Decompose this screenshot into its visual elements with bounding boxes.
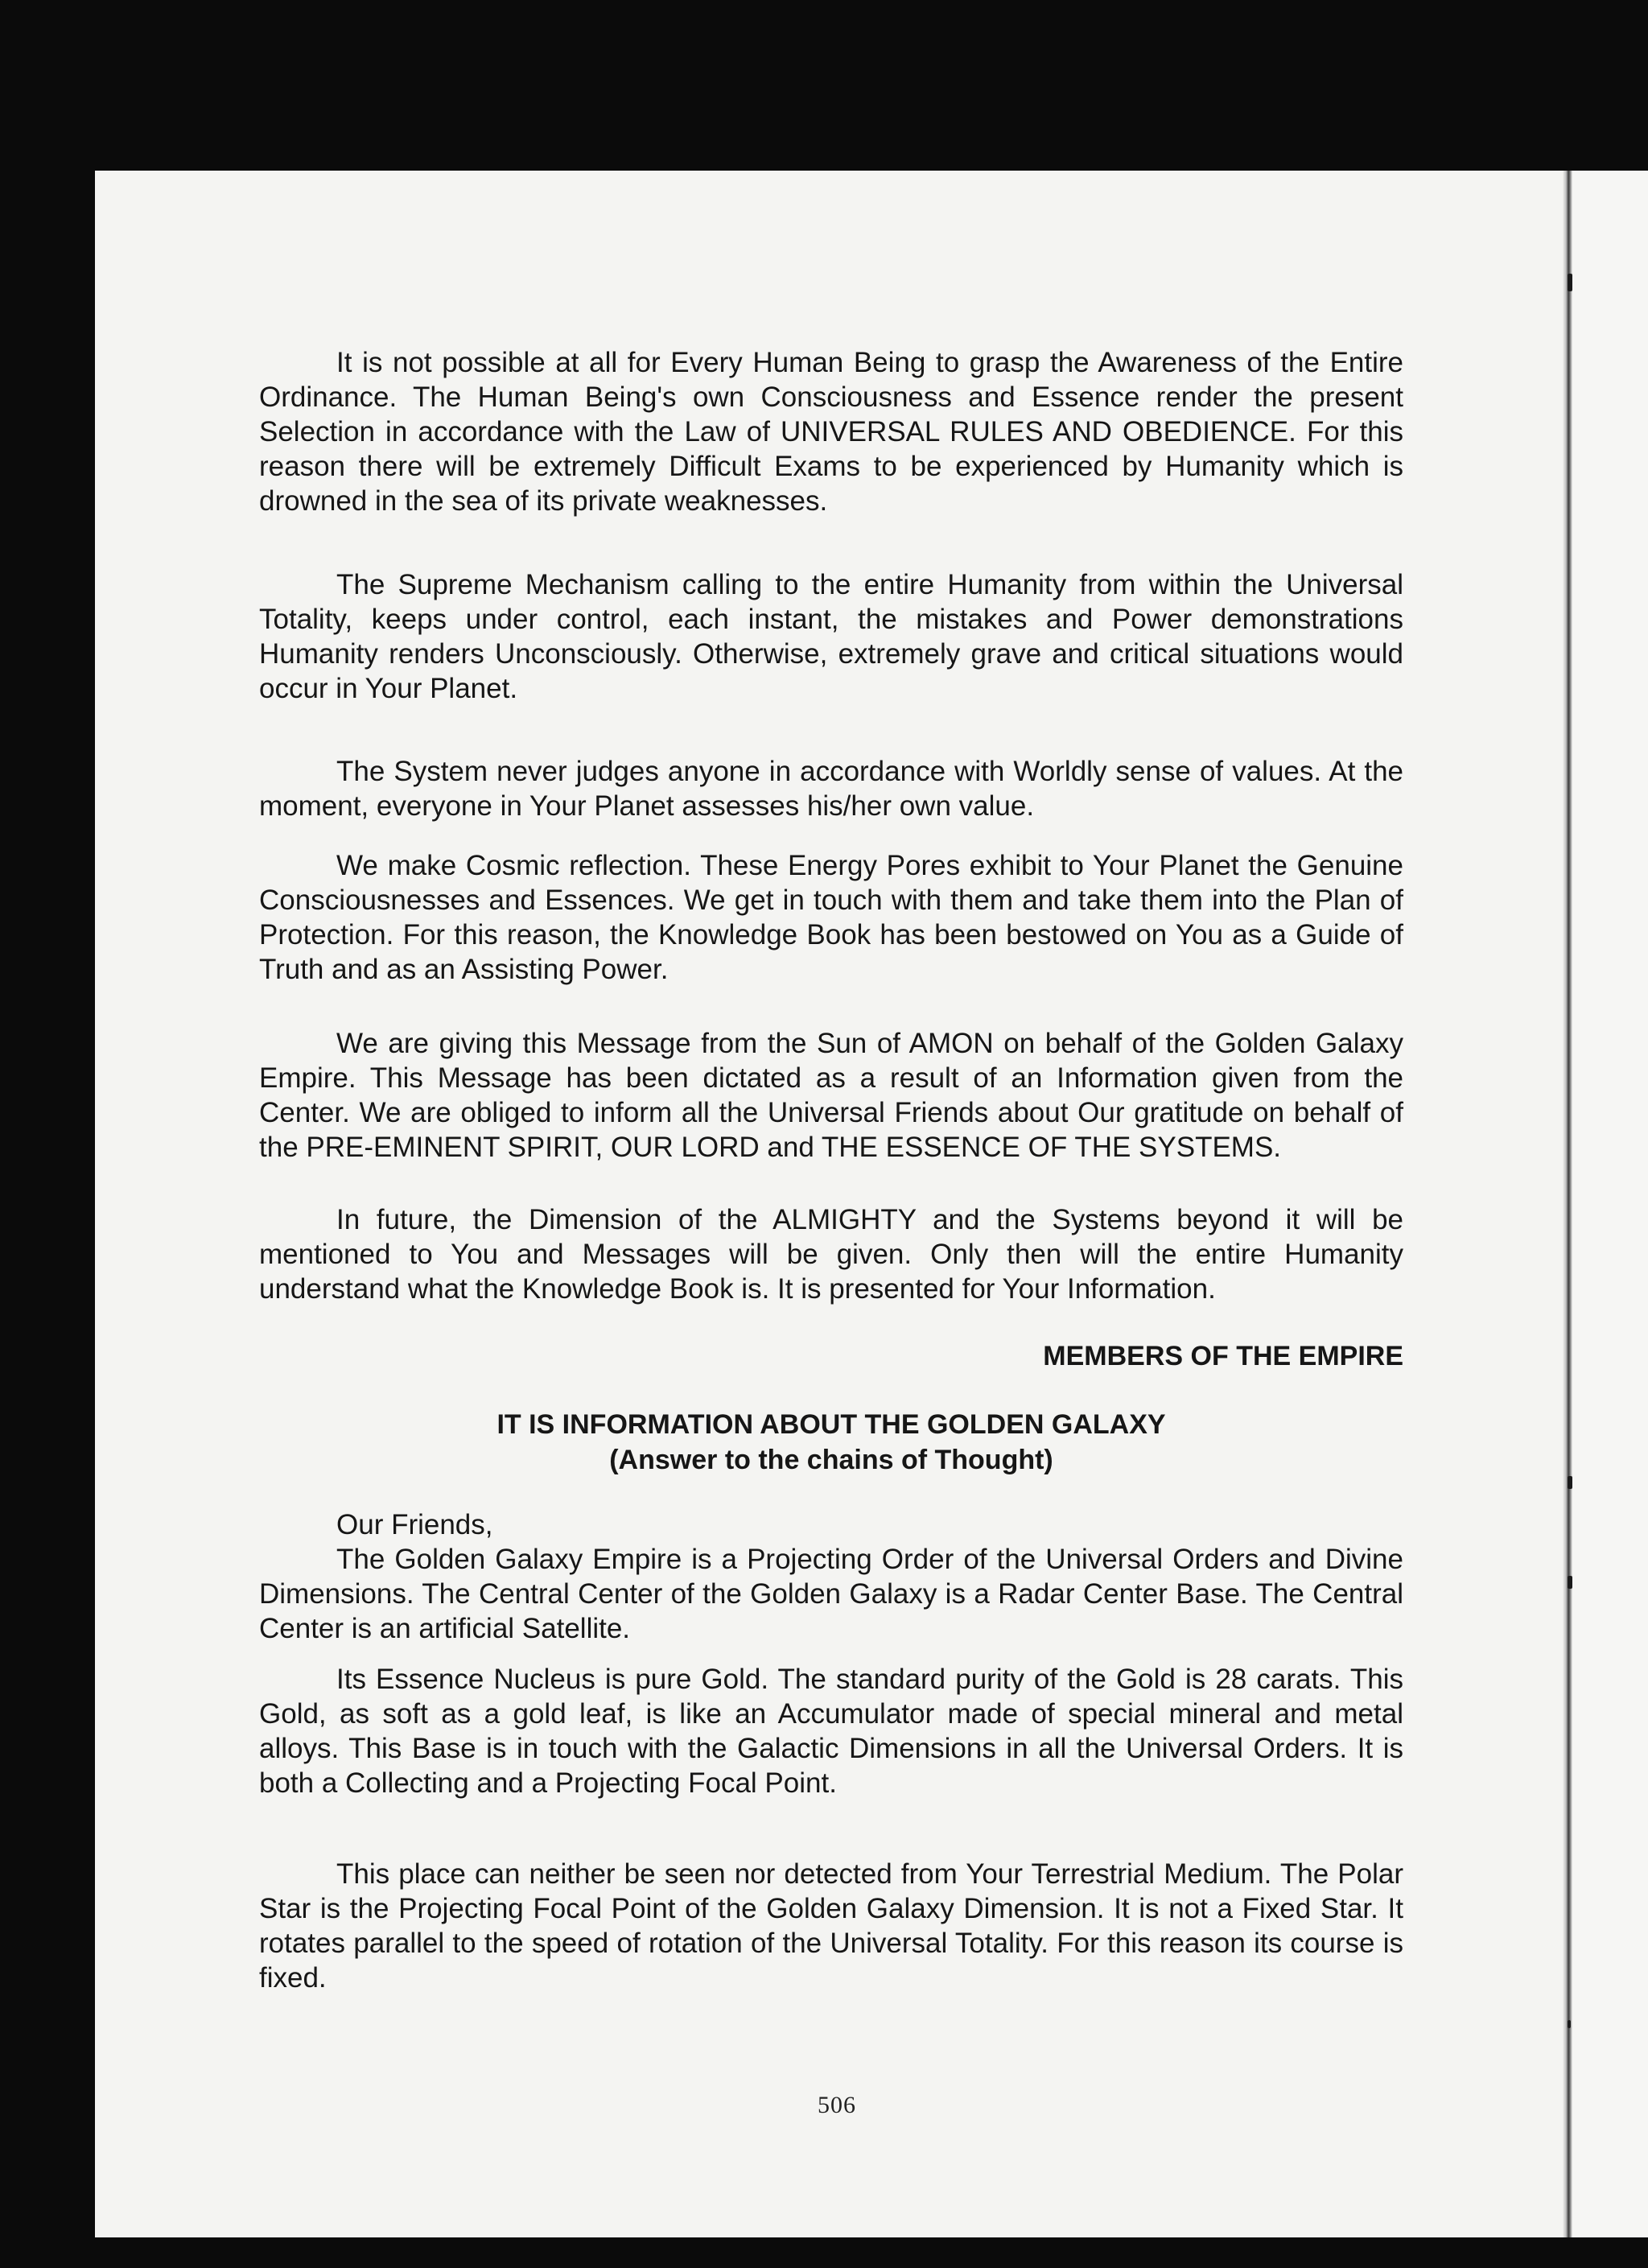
message-signature: MEMBERS OF THE EMPIRE: [1043, 1341, 1403, 1371]
scan-speck: [1568, 2020, 1571, 2028]
body-paragraph: In future, the Dimension of the ALMIGHTY and the Systems beyond it will be mentioned to You and Messages will be given. Only then will the entire Humanity understand what the Knowledge Book is. It is presented for Your Information.: [259, 1204, 1403, 1305]
facing-page-margin: [1572, 171, 1648, 2237]
page-number: 506: [818, 2092, 856, 2118]
body-paragraph: This place can neither be seen nor detected from Your Terrestrial Medium. The Polar Star is the Projecting Focal Point of the Golden Galaxy Dimension. It is not a Fixed Star. It rotates parallel to the speed of rotation of the Universal Totality. For this reason its course is fixed.: [259, 1858, 1403, 1994]
body-paragraph: Its Essence Nucleus is pure Gold. The standard purity of the Gold is 28 carats. This Gold, as soft as a gold leaf, is like an Accumulator made of special mineral and metal alloys. This Base is in touch with the Galactic Dimensions in all the Universal Orders. It is both a Collecting and a Projecting Focal Point.: [259, 1664, 1403, 1799]
scan-speck: [1568, 1476, 1572, 1489]
body-paragraph: The Supreme Mechanism calling to the entire Humanity from within the Universal Totality, keeps under control, each instant, the mistakes and Power demonstrations Humanity renders Unconsciously. Otherwise, extremely grave and critical situations would occur in Your Planet.: [259, 569, 1403, 704]
scan-speck: [1568, 1576, 1572, 1589]
body-paragraph: The Golden Galaxy Empire is a Projecting Order of the Universal Orders and Divine Dimensions. The Central Center of the Golden Galaxy is a Radar Center Base. The Central Center is an artificial Satellite.: [259, 1544, 1403, 1644]
salutation: Our Friends,: [336, 1509, 493, 1540]
book-binding-edge: [1563, 171, 1572, 2237]
section-subtitle: (Answer to the chains of Thought): [609, 1445, 1053, 1475]
scan-border-bottom: [0, 2237, 1648, 2268]
body-paragraph: It is not possible at all for Every Human Being to grasp the Awareness of the Entire Ordinance. The Human Being's own Consciousness and Essence render the present Selection in accordance with the Law of UNIVERSAL RULES AND OBEDIENCE. For this reason there will be extremely Difficult Exams to be experienced by Humanity which is drowned in the sea of its private weaknesses.: [259, 347, 1403, 517]
body-paragraph: We make Cosmic reflection. These Energy Pores exhibit to Your Planet the Genuine Consciousnesses and Essences. We get in touch with them and take them into the Plan of Protection. For this reason, the Knowledge Book has been bestowed on You as a Guide of Truth and as an Assisting Power.: [259, 850, 1403, 985]
body-paragraph: The System never judges anyone in accordance with Worldly sense of values. At the moment, everyone in Your Planet assesses his/her own value.: [259, 756, 1403, 822]
section-title: IT IS INFORMATION ABOUT THE GOLDEN GALAXY: [496, 1409, 1166, 1440]
scan-speck: [1568, 274, 1572, 291]
body-paragraph: We are giving this Message from the Sun of AMON on behalf of the Golden Galaxy Empire. This Message has been dictated as a result of an Information given from the Center. We are obliged to inform all the Universal Friends about Our gratitude on behalf of the PRE-EMINENT SPIRIT, OUR LORD and THE ESSENCE OF THE SYSTEMS.: [259, 1028, 1403, 1163]
